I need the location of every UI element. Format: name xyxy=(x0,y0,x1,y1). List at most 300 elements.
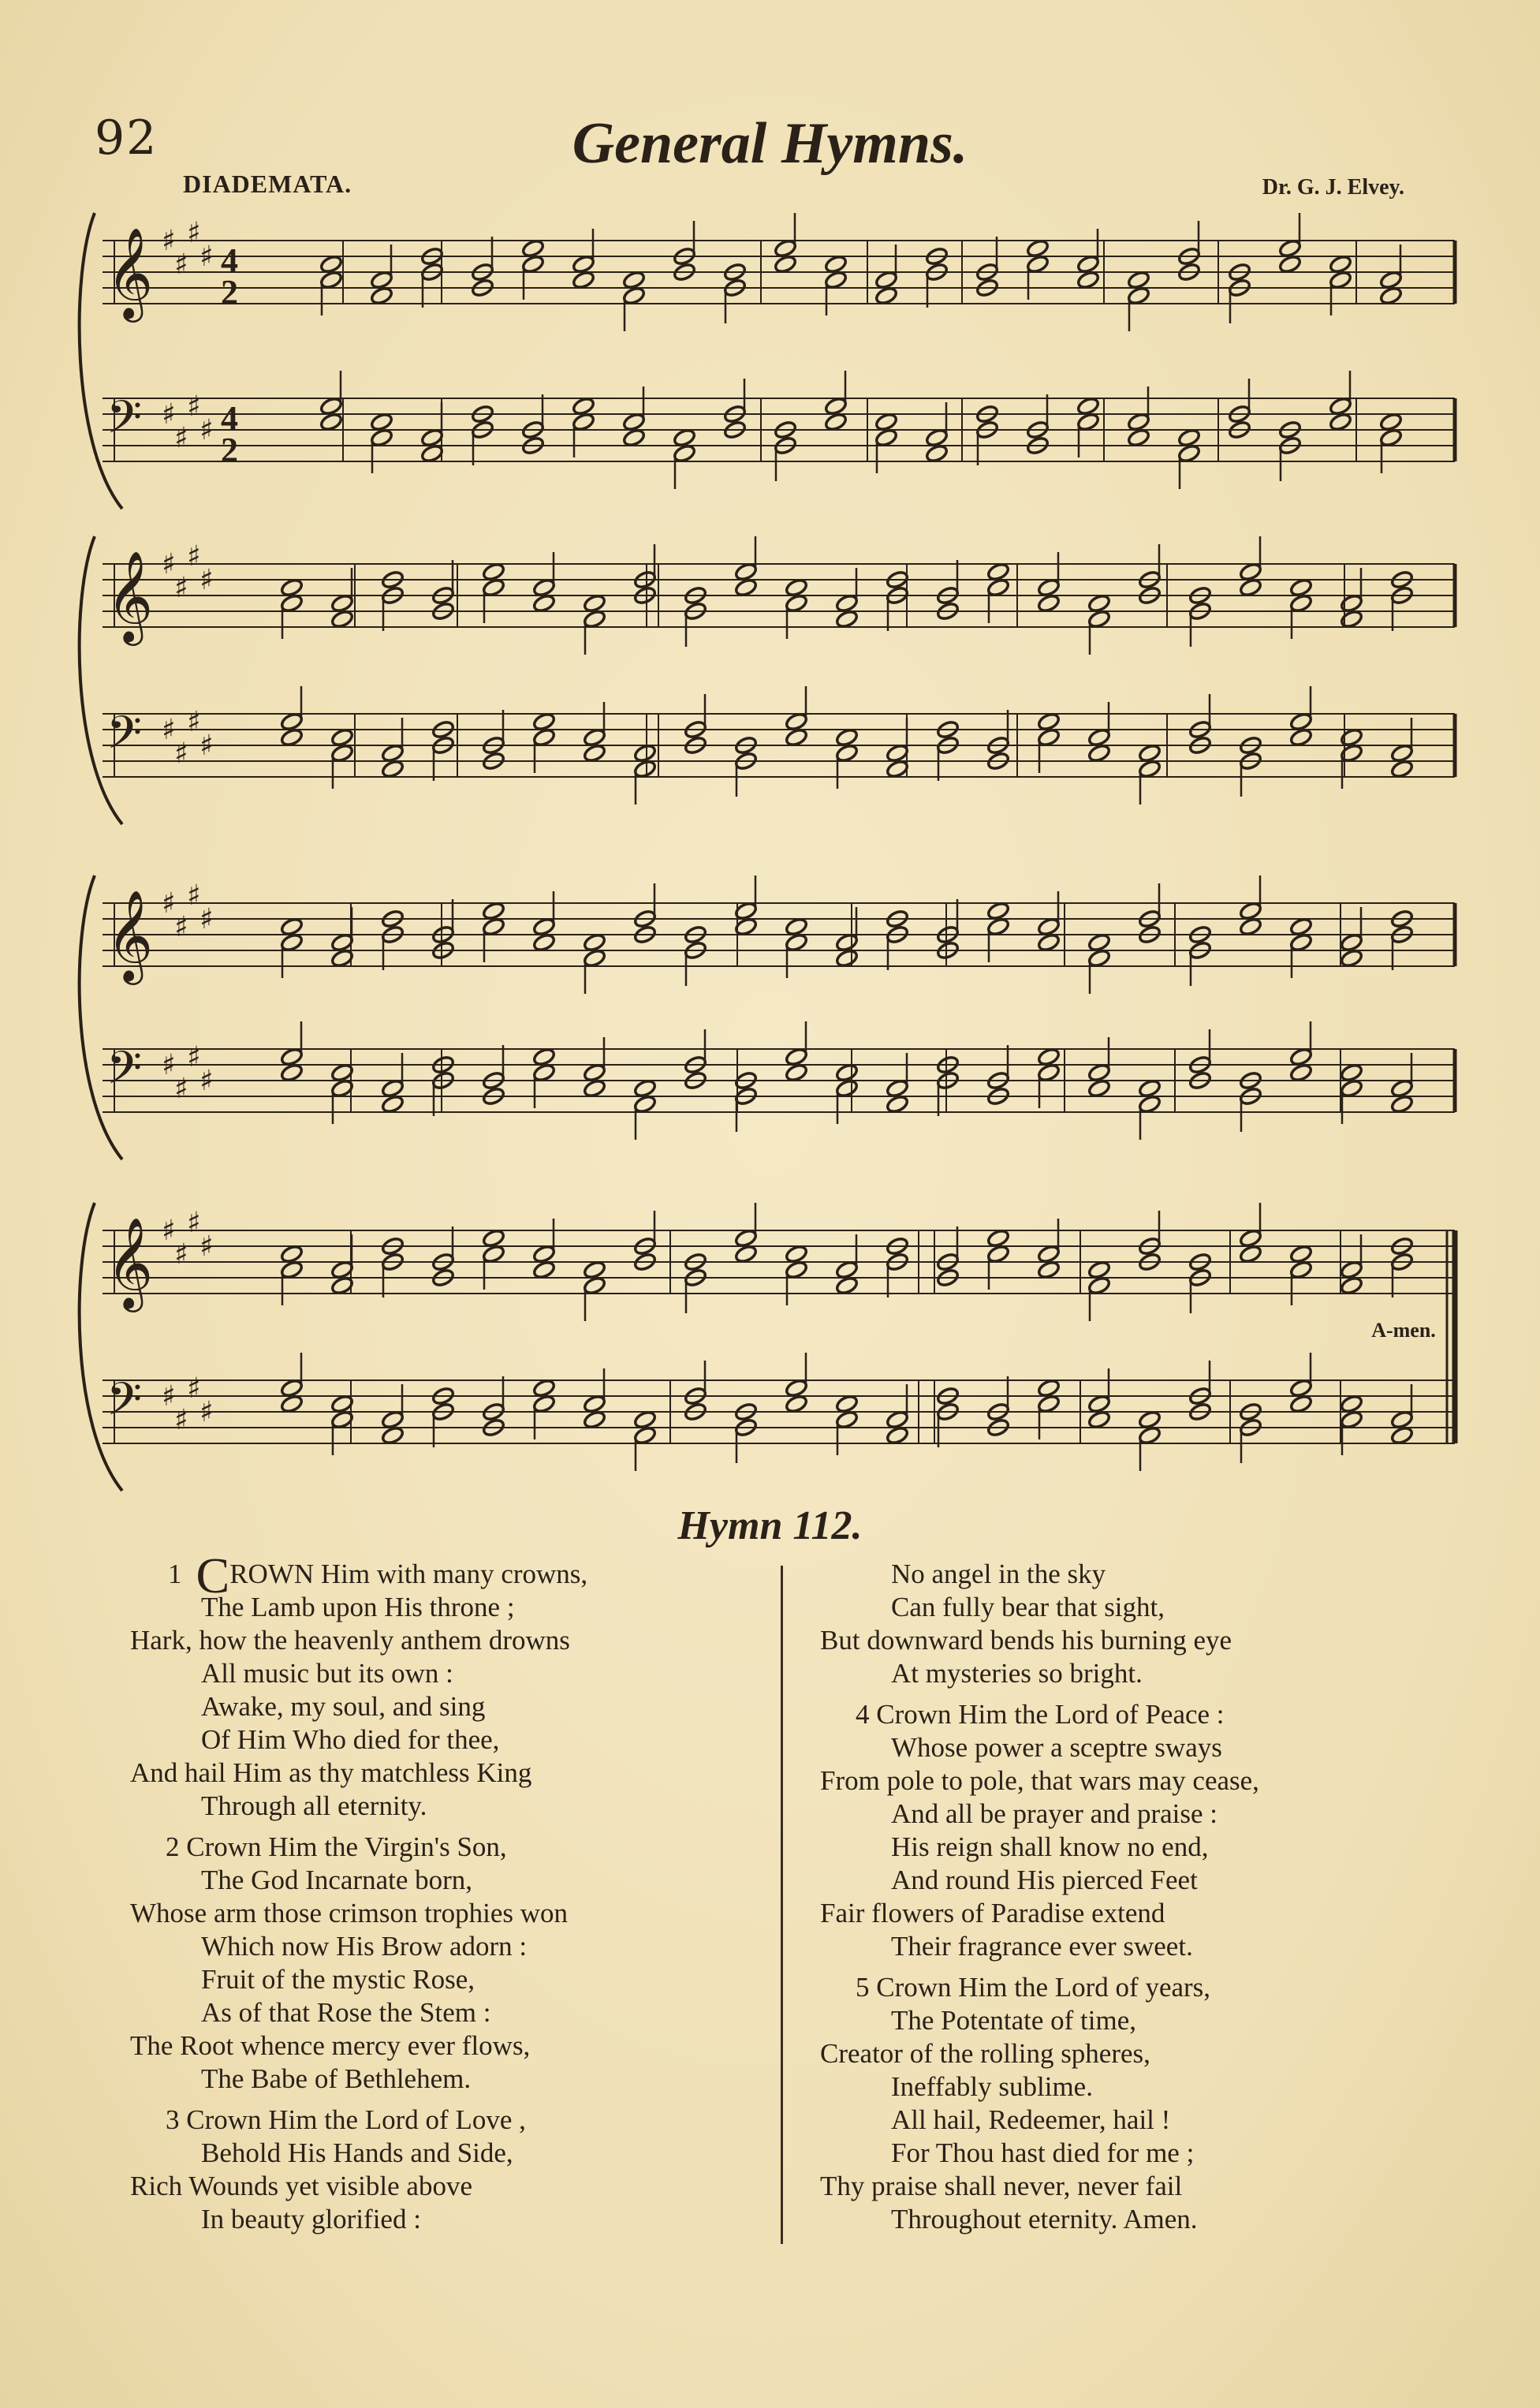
note-head xyxy=(1026,238,1050,258)
note-head xyxy=(572,396,595,416)
treble-clef: 𝄞 xyxy=(106,226,154,319)
note-head xyxy=(1329,270,1352,289)
note-head xyxy=(1037,932,1061,952)
page-number: 92 xyxy=(95,110,158,166)
note-head xyxy=(1340,1275,1363,1295)
sharp-sign: ♯ xyxy=(199,414,214,446)
note-head xyxy=(1289,1378,1313,1398)
note-head xyxy=(1087,609,1111,629)
verse-line: Through all eternity. xyxy=(201,1790,427,1821)
note-head xyxy=(1087,593,1111,613)
note-head xyxy=(583,1078,606,1098)
note-head xyxy=(785,593,808,613)
note-head xyxy=(280,711,304,731)
note-head xyxy=(1127,427,1150,447)
note-head xyxy=(1138,1409,1162,1429)
note-head xyxy=(319,254,343,274)
note-head xyxy=(1289,917,1313,936)
verse-number: 1 xyxy=(168,1559,182,1589)
note-head xyxy=(785,1260,808,1279)
composer: Dr. G. J. Elvey. xyxy=(1262,175,1404,200)
note-head xyxy=(1037,1244,1061,1264)
note-head xyxy=(785,711,808,731)
note-head xyxy=(583,727,606,747)
sharp-sign: ♯ xyxy=(162,398,176,431)
note-head xyxy=(986,1228,1010,1248)
time-signature-top: 4 xyxy=(221,241,238,280)
note-head xyxy=(622,286,646,305)
note-head xyxy=(532,727,556,747)
note-head xyxy=(1138,759,1162,778)
note-head xyxy=(1379,427,1403,447)
sharp-sign: ♯ xyxy=(187,706,201,738)
note-head xyxy=(370,286,393,305)
note-head xyxy=(1138,1094,1162,1114)
note-head xyxy=(774,254,797,274)
note-head xyxy=(482,1244,505,1264)
note-head xyxy=(824,254,848,274)
verse-line: And round His pierced Feet xyxy=(891,1865,1198,1895)
verse-line: The Root whence mercy ever flows, xyxy=(130,2030,531,2061)
note-head xyxy=(1340,593,1363,613)
note-head xyxy=(1379,270,1403,289)
note-head xyxy=(330,727,354,747)
note-head xyxy=(986,901,1010,920)
note-head xyxy=(874,412,898,431)
treble-clef: 𝄞 xyxy=(106,550,154,642)
note-head xyxy=(1138,1425,1162,1445)
verse-line: 2 Crown Him the Virgin's Son, xyxy=(166,1831,507,1862)
note-head xyxy=(1076,412,1100,431)
sharp-sign: ♯ xyxy=(162,714,176,746)
note-head xyxy=(785,1244,808,1264)
note-head xyxy=(986,562,1010,581)
sharp-sign: ♯ xyxy=(199,1230,214,1263)
note-head xyxy=(280,1394,304,1413)
sharp-sign: ♯ xyxy=(174,1073,188,1105)
verse-line: Creator of the rolling spheres, xyxy=(820,2038,1150,2069)
time-signature-bottom: 2 xyxy=(221,273,238,312)
note-head xyxy=(572,270,595,289)
column-divider xyxy=(781,1566,783,2244)
note-head xyxy=(1037,593,1061,613)
verse-line: 5 Crown Him the Lord of years, xyxy=(856,1972,1211,2003)
sharp-sign: ♯ xyxy=(199,241,214,273)
treble-clef: 𝄞 xyxy=(106,1216,154,1309)
note-head xyxy=(1289,593,1313,613)
note-head xyxy=(886,743,909,763)
note-head xyxy=(1037,1260,1061,1279)
note-head xyxy=(1037,917,1061,936)
note-head xyxy=(280,917,304,936)
note-head xyxy=(532,1244,556,1264)
sharp-sign: ♯ xyxy=(187,1207,201,1239)
note-head xyxy=(734,577,758,597)
note-head xyxy=(824,270,848,289)
note-head xyxy=(482,901,505,920)
verse-line: Ineffably sublime. xyxy=(891,2071,1093,2102)
note-head xyxy=(280,1260,304,1279)
verse-line: The Potentate of time, xyxy=(891,2005,1137,2036)
note-head xyxy=(1340,743,1363,763)
verse-line: The Babe of Bethlehem. xyxy=(201,2063,472,2094)
note-head xyxy=(280,593,304,613)
note-head xyxy=(785,917,808,936)
note-head xyxy=(1390,743,1414,763)
bass-clef: 𝄢 xyxy=(106,706,143,771)
sharp-sign: ♯ xyxy=(187,879,201,912)
note-head xyxy=(673,427,696,447)
note-head xyxy=(785,932,808,952)
note-head xyxy=(835,1394,859,1413)
note-head xyxy=(1138,1078,1162,1098)
note-head xyxy=(785,727,808,747)
note-head xyxy=(319,396,343,416)
note-head xyxy=(1037,1378,1061,1398)
note-head xyxy=(1087,1394,1111,1413)
verse-line: Thy praise shall never, never fail xyxy=(820,2171,1183,2201)
note-head xyxy=(482,577,505,597)
verse-line: Hark, how the heavenly anthem drowns xyxy=(130,1625,570,1656)
note-head xyxy=(1127,270,1150,289)
verse-line: 4 Crown Him the Lord of Peace : xyxy=(856,1699,1225,1730)
note-head xyxy=(622,270,646,289)
note-head xyxy=(280,1378,304,1398)
sharp-sign: ♯ xyxy=(199,730,214,762)
sharp-sign: ♯ xyxy=(199,564,214,596)
verse-line: Can fully bear that sight, xyxy=(891,1592,1165,1622)
verse-line: Whose arm those crimson trophies won xyxy=(130,1898,569,1928)
sharp-sign: ♯ xyxy=(162,225,176,257)
note-head xyxy=(1278,254,1302,274)
note-head xyxy=(1329,254,1352,274)
note-head xyxy=(1390,759,1414,778)
note-head xyxy=(1390,1094,1414,1114)
note-head xyxy=(521,254,545,274)
note-head xyxy=(583,1409,606,1429)
verse-line: Their fragrance ever sweet. xyxy=(891,1931,1193,1962)
note-head xyxy=(633,1425,657,1445)
sharp-sign: ♯ xyxy=(187,1372,201,1405)
note-head xyxy=(886,1425,909,1445)
hymn-title: Hymn 112. xyxy=(677,1503,863,1548)
note-head xyxy=(381,1409,405,1429)
note-head xyxy=(874,270,898,289)
note-head xyxy=(1239,562,1262,581)
note-head xyxy=(1087,1409,1111,1429)
note-head xyxy=(835,1062,859,1082)
note-head xyxy=(1289,1244,1313,1264)
note-head xyxy=(572,412,595,431)
drop-capital: C xyxy=(196,1547,230,1603)
verses-right-column xyxy=(820,1558,1498,2236)
verse-line: But downward bends his burning eye xyxy=(820,1625,1232,1656)
verse-line: Behold His Hands and Side, xyxy=(201,2137,513,2168)
note-head xyxy=(785,1378,808,1398)
note-head xyxy=(1037,1062,1061,1082)
verse-line: From pole to pole, that wars may cease, xyxy=(820,1765,1259,1796)
note-head xyxy=(319,270,343,289)
sharp-sign: ♯ xyxy=(174,737,188,770)
sharp-sign: ♯ xyxy=(174,572,188,604)
note-head xyxy=(824,396,848,416)
note-head xyxy=(381,1078,405,1098)
amen-label: A-men. xyxy=(1371,1319,1436,1342)
note-head xyxy=(420,427,444,447)
note-head xyxy=(1138,743,1162,763)
note-head xyxy=(572,254,595,274)
note-head xyxy=(280,932,304,952)
sharp-sign: ♯ xyxy=(162,1380,176,1413)
note-head xyxy=(280,1062,304,1082)
note-head xyxy=(835,1275,859,1295)
note-head xyxy=(734,1228,758,1248)
note-head xyxy=(1390,1078,1414,1098)
sharp-sign: ♯ xyxy=(174,422,188,454)
note-head xyxy=(986,1244,1010,1264)
note-head xyxy=(785,577,808,597)
note-head xyxy=(1087,948,1111,968)
verse-line: 3 Crown Him the Lord of Love , xyxy=(166,2104,526,2135)
score-systems xyxy=(80,213,1455,1491)
note-head xyxy=(1127,412,1150,431)
note-head xyxy=(1037,711,1061,731)
bass-clef: 𝄢 xyxy=(106,1041,143,1106)
note-head xyxy=(1289,1260,1313,1279)
note-head xyxy=(1087,1078,1111,1098)
note-head xyxy=(633,1094,657,1114)
note-head xyxy=(1177,427,1201,447)
note-head xyxy=(1087,1062,1111,1082)
note-head xyxy=(1087,932,1111,952)
sharp-sign: ♯ xyxy=(199,903,214,935)
note-head xyxy=(835,1260,859,1279)
tune-name: DIADEMATA. xyxy=(183,170,352,198)
note-head xyxy=(370,270,393,289)
verse-line: Awake, my soul, and sing xyxy=(201,1691,486,1722)
note-head xyxy=(482,917,505,936)
sharp-sign: ♯ xyxy=(187,540,201,573)
bass-clef: 𝄢 xyxy=(106,1372,143,1437)
note-head xyxy=(1076,254,1100,274)
note-head xyxy=(532,917,556,936)
verse-line: In beauty glorified : xyxy=(201,2204,421,2234)
note-head xyxy=(785,1394,808,1413)
note-head xyxy=(583,1062,606,1082)
note-head xyxy=(734,562,758,581)
note-head xyxy=(835,948,859,968)
note-head xyxy=(583,1275,606,1295)
verse-line: The God Incarnate born, xyxy=(201,1865,473,1895)
verse-text: ROWN Him with many crowns, xyxy=(229,1559,588,1589)
verse-line: Throughout eternity. Amen. xyxy=(891,2204,1198,2234)
note-head xyxy=(1289,1394,1313,1413)
note-head xyxy=(532,932,556,952)
note-head xyxy=(370,427,393,447)
sharp-sign: ♯ xyxy=(174,911,188,943)
note-head xyxy=(1390,1425,1414,1445)
note-head xyxy=(482,562,505,581)
note-head xyxy=(1289,711,1313,731)
note-head xyxy=(1340,948,1363,968)
note-head xyxy=(280,1047,304,1066)
note-head xyxy=(1239,901,1262,920)
note-head xyxy=(1340,1409,1363,1429)
sharp-sign: ♯ xyxy=(162,887,176,920)
note-head xyxy=(482,1228,505,1248)
verse-line: As of that Rose the Stem : xyxy=(201,1997,491,2028)
verses-left-column xyxy=(130,1547,808,2236)
sharp-sign: ♯ xyxy=(199,1396,214,1428)
note-head xyxy=(330,593,354,613)
treble-clef: 𝄞 xyxy=(106,889,154,981)
note-head xyxy=(1037,727,1061,747)
verse-line: The Lamb upon His throne ; xyxy=(201,1592,515,1622)
note-head xyxy=(1239,577,1262,597)
note-head xyxy=(532,1062,556,1082)
note-head xyxy=(381,743,405,763)
note-head xyxy=(986,577,1010,597)
note-head xyxy=(381,759,405,778)
note-head xyxy=(835,593,859,613)
note-head xyxy=(330,609,354,629)
note-head xyxy=(1289,932,1313,952)
note-head xyxy=(633,743,657,763)
note-head xyxy=(280,577,304,597)
note-head xyxy=(986,917,1010,936)
note-head xyxy=(532,1378,556,1398)
note-head xyxy=(1087,727,1111,747)
time-signature-bottom: 2 xyxy=(221,431,238,469)
note-head xyxy=(1087,1260,1111,1279)
note-head xyxy=(874,427,898,447)
verse-line: No angel in the sky xyxy=(891,1559,1106,1589)
note-head xyxy=(835,932,859,952)
verse-line: Whose power a sceptre sways xyxy=(891,1732,1222,1763)
note-head xyxy=(521,238,545,258)
sharp-sign: ♯ xyxy=(199,1065,214,1097)
note-head xyxy=(583,948,606,968)
note-head xyxy=(785,1062,808,1082)
verse-line: And hail Him as thy matchless King xyxy=(130,1757,532,1788)
note-head xyxy=(583,743,606,763)
note-head xyxy=(824,412,848,431)
note-head xyxy=(1340,609,1363,629)
note-head xyxy=(532,577,556,597)
note-head xyxy=(1037,1394,1061,1413)
sharp-sign: ♯ xyxy=(187,217,201,249)
verse-line: Rich Wounds yet visible above xyxy=(130,2171,472,2201)
note-head xyxy=(1239,917,1262,936)
note-head xyxy=(835,1078,859,1098)
note-head xyxy=(1239,1244,1262,1264)
note-head xyxy=(622,412,646,431)
verse-line xyxy=(130,1547,808,1603)
verse-line: His reign shall know no end, xyxy=(891,1831,1209,1862)
note-head xyxy=(622,427,646,447)
sharp-sign: ♯ xyxy=(162,548,176,581)
verse-line: Which now His Brow adorn : xyxy=(201,1931,528,1962)
verse-line: For Thou hast died for me ; xyxy=(891,2137,1195,2168)
note-head xyxy=(835,743,859,763)
verse-line: And all be prayer and praise : xyxy=(891,1798,1218,1829)
note-head xyxy=(1329,396,1352,416)
note-head xyxy=(1340,1260,1363,1279)
note-head xyxy=(835,609,859,629)
note-head xyxy=(633,1078,657,1098)
note-head xyxy=(1390,1409,1414,1429)
note-head xyxy=(583,609,606,629)
sharp-sign: ♯ xyxy=(187,1041,201,1073)
note-head xyxy=(1379,412,1403,431)
note-head xyxy=(1289,1047,1313,1066)
verse-line: At mysteries so bright. xyxy=(891,1658,1143,1689)
note-head xyxy=(835,727,859,747)
verse-line: Of Him Who died for thee, xyxy=(201,1724,500,1755)
note-head xyxy=(330,743,354,763)
running-head: General Hymns. xyxy=(572,111,968,176)
note-head xyxy=(1087,743,1111,763)
note-head xyxy=(1340,1078,1363,1098)
note-head xyxy=(1076,270,1100,289)
note-head xyxy=(1127,286,1150,305)
note-head xyxy=(1289,727,1313,747)
note-head xyxy=(886,1078,909,1098)
sharp-sign: ♯ xyxy=(174,1238,188,1271)
note-head xyxy=(532,593,556,613)
note-head xyxy=(1087,1275,1111,1295)
verse-line: Fair flowers of Paradise extend xyxy=(820,1898,1165,1928)
time-signature-top: 4 xyxy=(221,399,238,438)
note-head xyxy=(381,1425,405,1445)
note-head xyxy=(1239,1228,1262,1248)
note-head xyxy=(1278,238,1302,258)
verse-line: All hail, Redeemer, hail ! xyxy=(891,2104,1171,2135)
note-head xyxy=(381,1094,405,1114)
note-head xyxy=(633,759,657,778)
note-head xyxy=(280,727,304,747)
note-head xyxy=(583,593,606,613)
note-head xyxy=(734,1244,758,1264)
note-head xyxy=(583,932,606,952)
bass-clef: 𝄢 xyxy=(106,390,143,455)
note-head xyxy=(1340,1062,1363,1082)
sharp-sign: ♯ xyxy=(162,1215,176,1247)
note-head xyxy=(1037,1047,1061,1066)
note-head xyxy=(1289,577,1313,597)
note-head xyxy=(1177,443,1201,463)
note-head xyxy=(886,1409,909,1429)
note-head xyxy=(420,443,444,463)
note-head xyxy=(925,443,949,463)
note-head xyxy=(633,1409,657,1429)
sharp-sign: ♯ xyxy=(162,1049,176,1081)
note-head xyxy=(886,1094,909,1114)
note-head xyxy=(1340,932,1363,952)
note-head xyxy=(925,427,949,447)
sharp-sign: ♯ xyxy=(174,248,188,281)
note-head xyxy=(370,412,393,431)
note-head xyxy=(532,1047,556,1066)
note-head xyxy=(774,238,797,258)
note-head xyxy=(1076,396,1100,416)
note-head xyxy=(1379,286,1403,305)
note-head xyxy=(886,759,909,778)
note-head xyxy=(673,443,696,463)
verse-line: Fruit of the mystic Rose, xyxy=(201,1964,475,1995)
note-head xyxy=(532,1394,556,1413)
note-head xyxy=(1340,1394,1363,1413)
